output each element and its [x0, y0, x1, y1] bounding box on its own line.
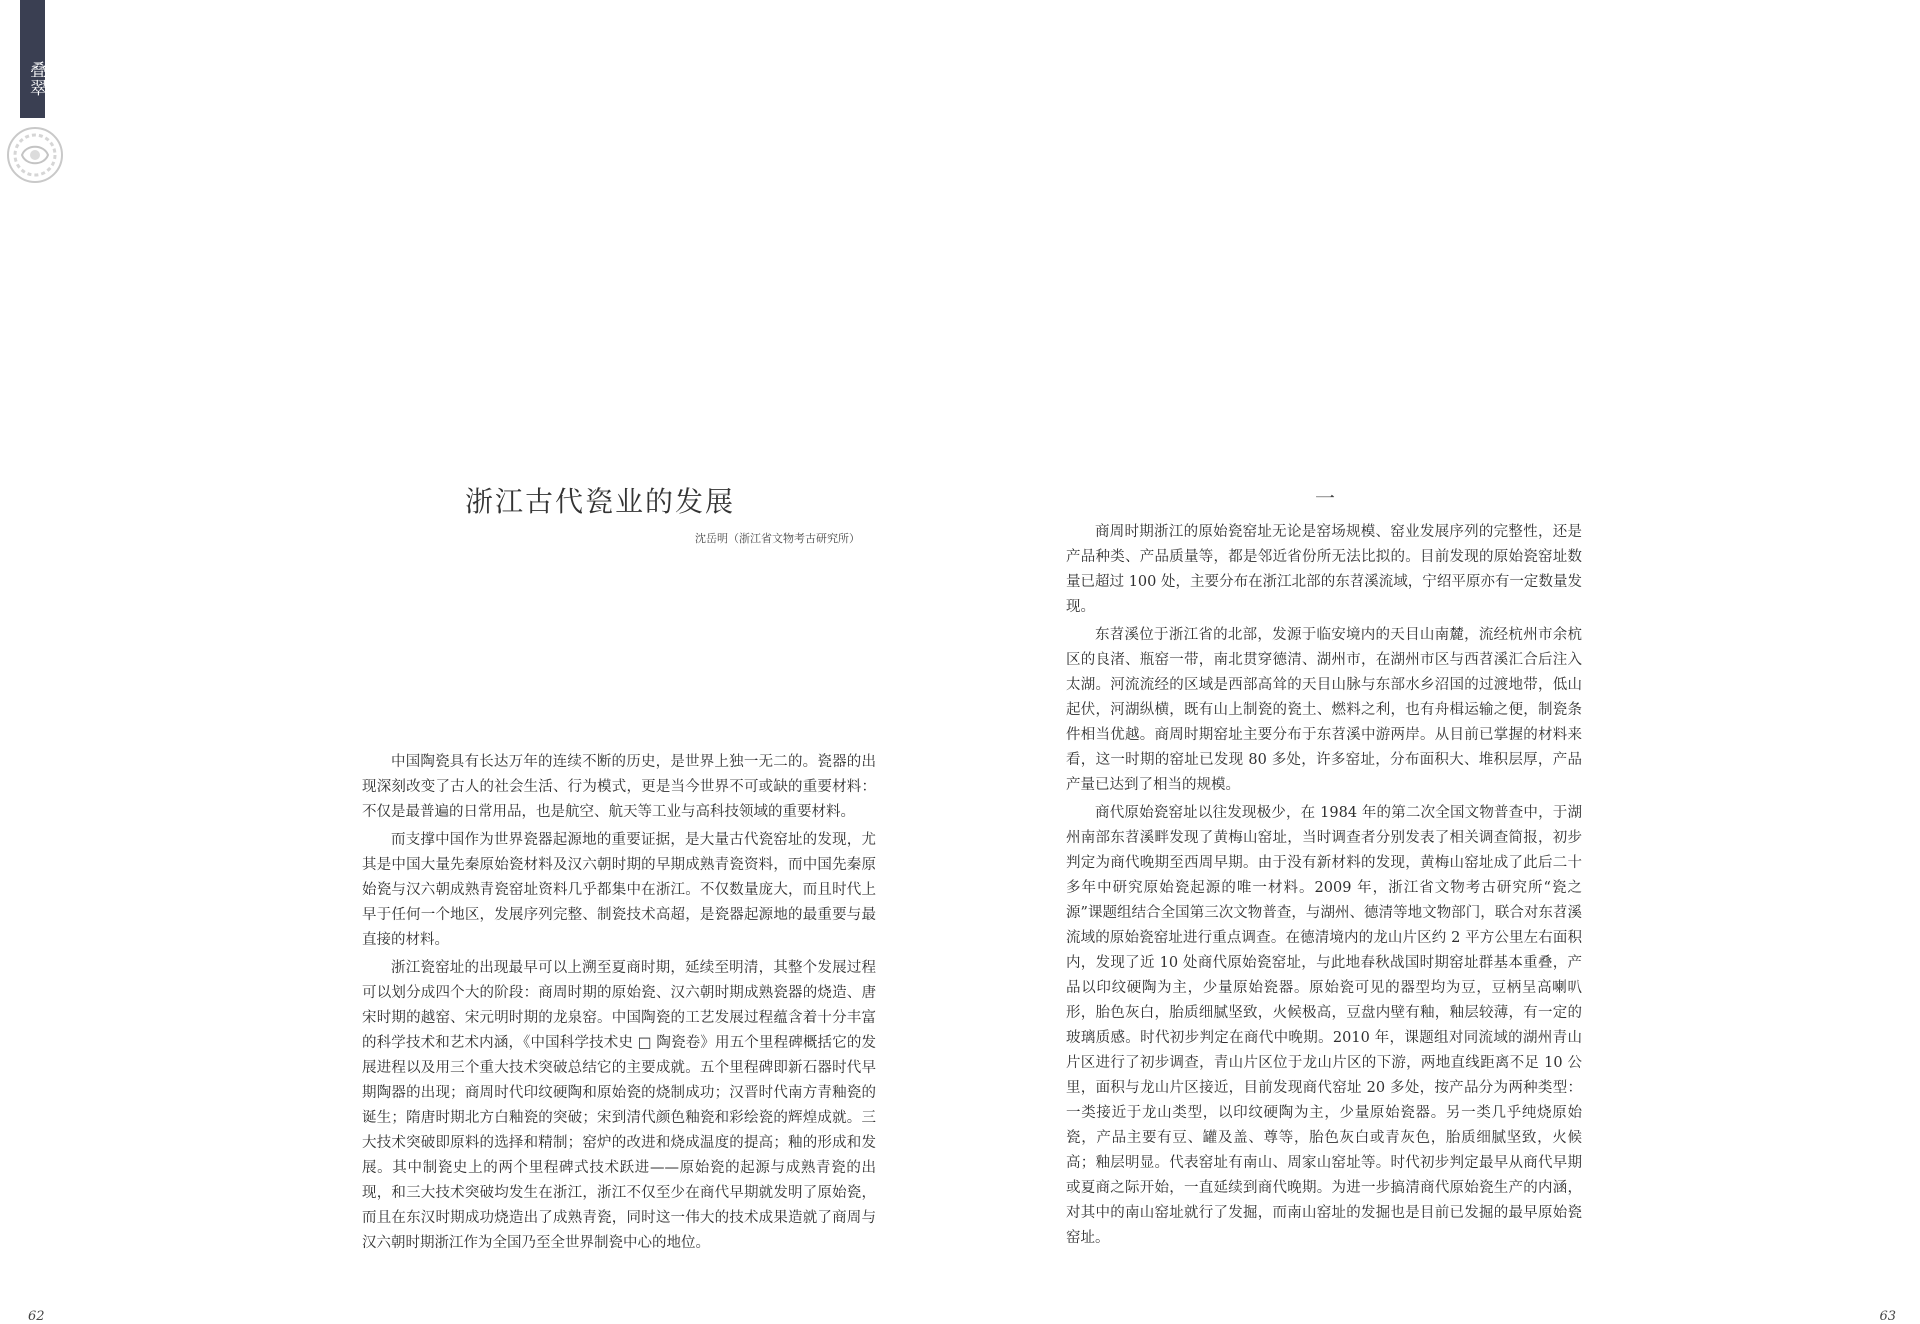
paragraph: 而支撑中国作为世界瓷器起源地的重要证据，是大量古代瓷窑址的发现，尤其是中国大量先秦原始瓷材料及汉六朝时期的早期成熟青瓷资料，而中国先秦原始瓷与汉六朝成熟青瓷窑址资料几乎都集中在浙江。不仅数量庞大，而且时代上早于任何一个地区，发展序列完整、制瓷技术高超，是瓷器起源地的最重要与最直接的材料。: [362, 832, 876, 948]
paragraph: 商代原始瓷窑址以往发现极少，在 1984 年的第二次全国文物普查中，于湖州南部东苕溪畔发现了黄梅山窑址，当时调查者分别发表了相关调查简报，初步判定为商代晚期至西周早期。由于没有新材料的发现，黄梅山窑址成了此后二十多年中研究原始瓷起源的唯一材料。2009 年，浙江省文物考古研究所“瓷之源”课题组结合全国第三次文物普查，与湖州、德清等地文物部门，联合对东苕溪流域的原始瓷窑址进行重点调查。在德清境内的龙山片区约 2 平方公里左右面积内，发现了近 10 处商代原始瓷窑址，与此地春秋战国时期窑址群基本重叠，产品以印纹硬陶为主，少量原始瓷器。原始瓷可见的器型均为豆，豆柄呈高喇叭形，胎色灰白，胎质细腻坚致，火候极高，豆盘内壁有釉，釉层较薄，有一定的玻璃质感。时代初步判定在商代中晚期。2010 年，课题组对同流域的湖州青山片区进行了初步调查，青山片区位于龙山片区的下游，两地直线距离不足 10 公里，面积与龙山片区接近，目前发现商代窑址 20 多处，按产品分为两种类型：一类接近于龙山类型，以印纹硬陶为主，少量原始瓷器。另一类几乎纯烧原始瓷，产品主要有豆、罐及盖、尊等，胎色灰白或青灰色，胎质细腻坚致，火候高；釉层明显。代表窑址有南山、周家山窑址等。时代初步判定最早从商代早期或夏商之际开始，一直延续到商代晚期。为进一步搞清商代原始瓷生产的内涵，对其中的南山窑址就行了发掘，而南山窑址的发掘也是目前已发掘的最早原始瓷窑址。: [1066, 805, 1582, 1246]
section-tab: 叠翠: [20, 0, 45, 118]
section-number: 一: [1315, 486, 1335, 510]
right-body-text: [1066, 520, 1582, 1254]
page-number-right: 63: [1879, 1309, 1896, 1324]
right-page: [960, 0, 1920, 1324]
page-number-left: 62: [28, 1309, 45, 1324]
paragraph: 东苕溪位于浙江省的北部，发源于临安境内的天目山南麓，流经杭州市余杭区的良渚、瓶窑一带，南北贯穿德清、湖州市，在湖州市区与西苕溪汇合后注入太湖。河流流经的区域是西部高耸的天目山脉与东部水乡沼国的过渡地带，低山起伏，河湖纵横，既有山上制瓷的瓷土、燃料之利，也有舟楫运输之便，制瓷条件相当优越。商周时期窑址主要分布于东苕溪中游两岸。从目前已掌握的材料来看，这一时期的窑址已发现 80 多处，许多窑址，分布面积大、堆积层厚，产品产量已达到了相当的规模。: [1066, 627, 1582, 793]
article-title: 浙江古代瓷业的发展: [464, 485, 735, 518]
paragraph: 商周时期浙江的原始瓷窑址无论是窑场规模、窑业发展序列的完整性，还是产品种类、产品质量等，都是邻近省份所无法比拟的。目前发现的原始瓷窑址数量已超过 100 处，主要分布在浙江北部的东苕溪流域，宁绍平原亦有一定数量发现。: [1066, 524, 1582, 615]
paragraph: 浙江瓷窑址的出现最早可以上溯至夏商时期，延续至明清，其整个发展过程可以划分成四个大的阶段：商周时期的原始瓷、汉六朝时期成熟瓷器的烧造、唐宋时期的越窑、宋元明时期的龙泉窑。中国陶瓷的工艺发展过程蕴含着十分丰富的科学技术和艺术内涵，《中国科学技术史 □ 陶瓷卷》用五个里程碑概括它的发展进程以及用三个重大技术突破总结它的主要成就。五个里程碑即新石器时代早期陶器的出现；商周时代印纹硬陶和原始瓷的烧制成功；汉晋时代南方青釉瓷的诞生；隋唐时期北方白釉瓷的突破；宋到清代颜色釉瓷和彩绘瓷的辉煌成就。三大技术突破即原料的选择和精制；窑炉的改进和烧成温度的提高；釉的形成和发展。其中制瓷史上的两个里程碑式技术跃进——原始瓷的起源与成熟青瓷的出现，和三大技术突破均发生在浙江，浙江不仅至少在商代早期就发明了原始瓷，而且在东汉时期成功烧造出了成熟青瓷，同时这一伟大的技术成果造就了商周与汉六朝时期浙江作为全国乃至全世界制瓷中心的地位。: [362, 960, 876, 1251]
paragraph: 中国陶瓷具有长达万年的连续不断的历史，是世界上独一无二的。瓷器的出现深刻改变了古人的社会生活、行为模式，更是当今世界不可或缺的重要材料：不仅是最普遍的日常用品，也是航空、航天等工业与高科技领域的重要材料。: [362, 754, 876, 820]
left-body-text: [362, 750, 876, 1259]
author-byline: 沈岳明（浙江省文物考古研究所）: [695, 532, 860, 545]
